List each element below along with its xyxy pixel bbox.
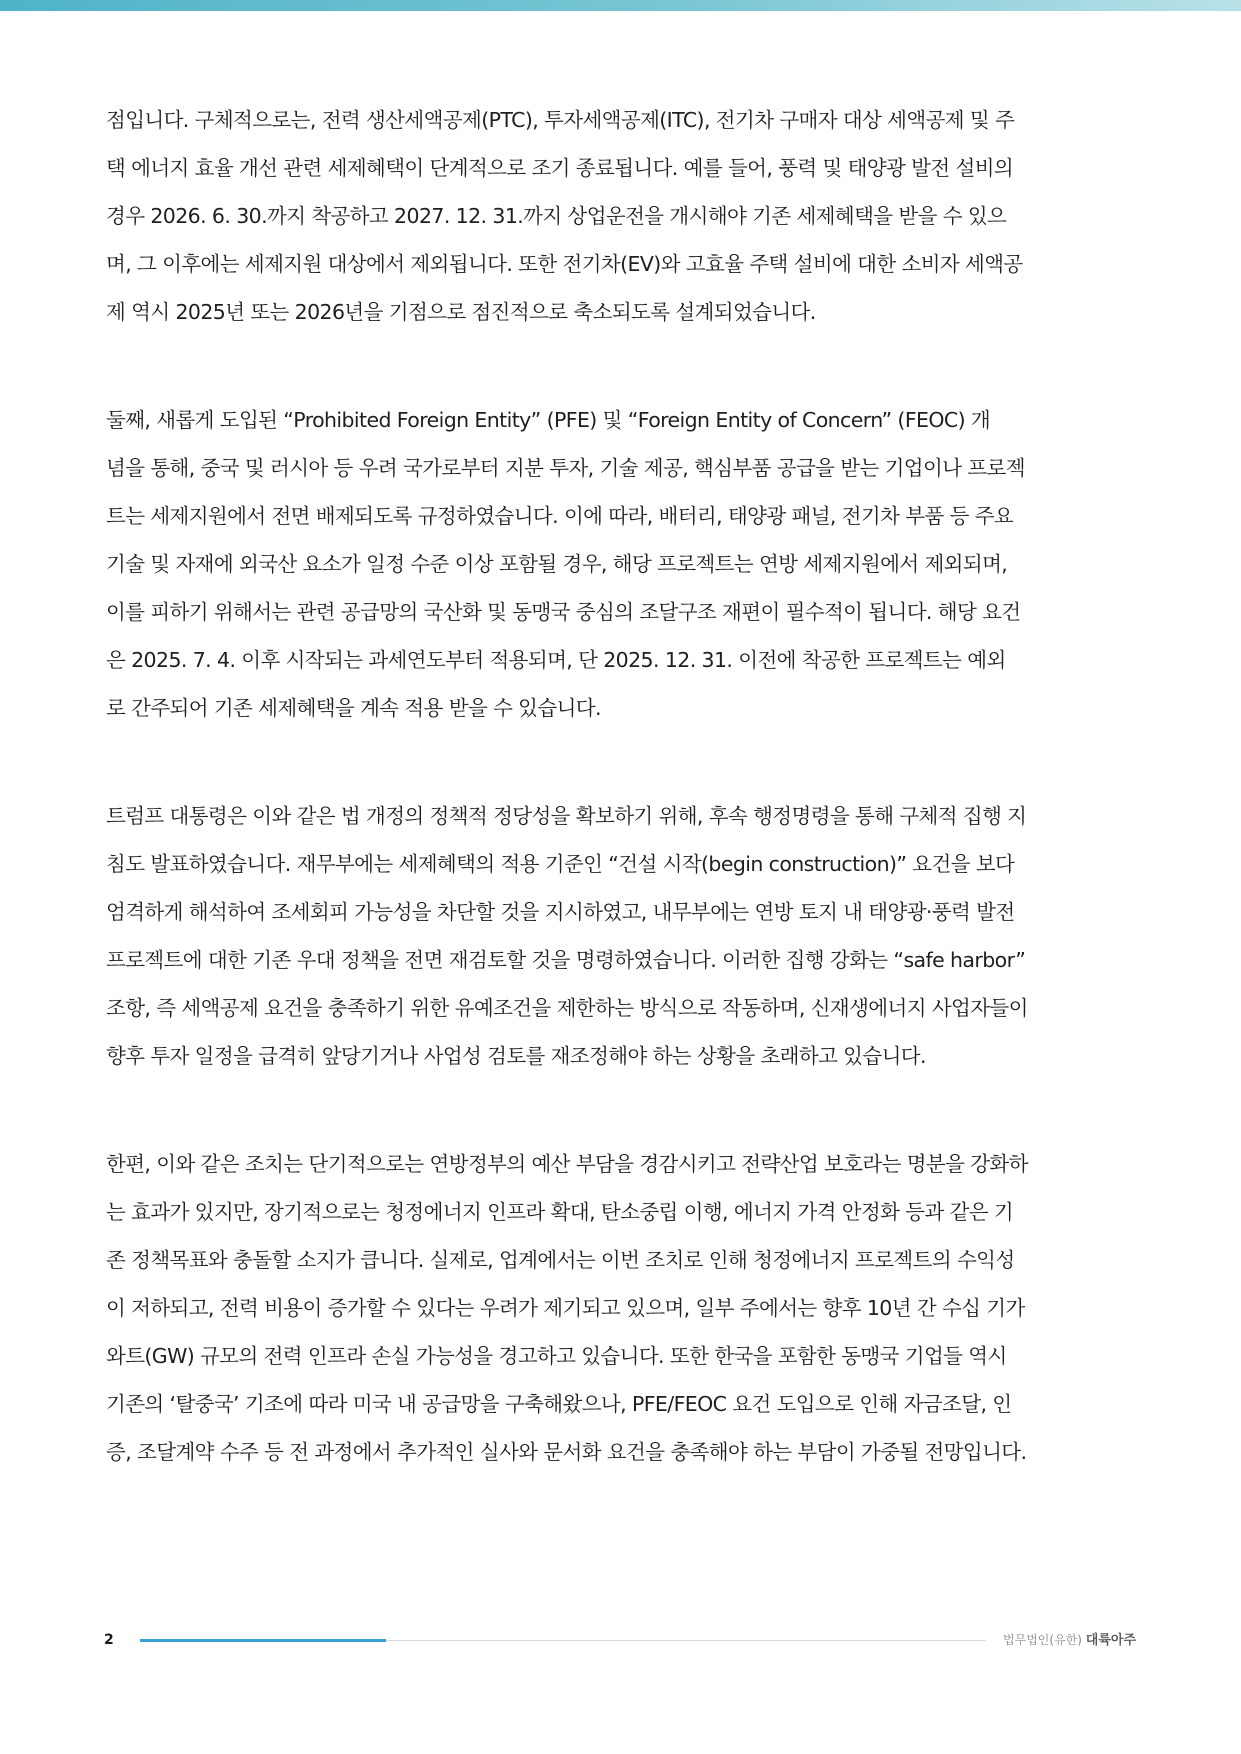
text-line: 조항, 즉 세액공제 요건을 충족하기 위한 유예조건을 제한하는 방식으로 작동하며, 신재생에너지 사업자들이: [106, 996, 1028, 1020]
text-line: 는 효과가 있지만, 장기적으로는 청정에너지 인프라 확대, 탄소중립 이행, 에너지 가격 안정화 등과 같은 기: [106, 1200, 1014, 1224]
text-line: 프로젝트에 대한 기존 우대 정책을 전면 재검토할 것을 명령하였습니다. 이러한 집행 강화는 “safe harbor”: [106, 948, 1026, 972]
page-footer: [104, 1628, 1136, 1652]
firm-prefix: 법무법인(유한): [1003, 1633, 1082, 1647]
paragraph-4: [106, 1140, 1135, 1476]
text-line: 증, 조달계약 수주 등 전 과정에서 추가적인 실사와 문서화 요건을 충족해야 하는 부담이 가중될 전망입니다.: [106, 1440, 1027, 1464]
text-line: 제 역시 2025년 또는 2026년을 기점으로 점진적으로 축소되도록 설계되었습니다.: [106, 300, 816, 324]
document-body: [106, 96, 1135, 1536]
text-line: 념을 통해, 중국 및 러시아 등 우려 국가로부터 지분 투자, 기술 제공, 핵심부품 공급을 받는 기업이나 프로젝: [106, 456, 1025, 480]
text-line: 트는 세제지원에서 전면 배제되도록 규정하였습니다. 이에 따라, 배터리, 태양광 패널, 전기차 부품 등 주요: [106, 504, 1014, 528]
text-line: 한편, 이와 같은 조치는 단기적으로는 연방정부의 예산 부담을 경감시키고 전략산업 보호라는 명분을 강화하: [106, 1152, 1028, 1176]
text-line: 침도 발표하였습니다. 재무부에는 세제혜택의 적용 기준인 “건설 시작(begin construction)” 요건을 보다: [106, 852, 1015, 876]
text-line: 이 저하되고, 전력 비용이 증가할 수 있다는 우려가 제기되고 있으며, 일부 주에서는 향후 10년 간 수십 기가: [106, 1296, 1025, 1320]
text-line: 이를 피하기 위해서는 관련 공급망의 국산화 및 동맹국 중심의 조달구조 재편이 필수적이 됩니다. 해당 요건: [106, 600, 1021, 624]
text-line: 며, 그 이후에는 세제지원 대상에서 제외됩니다. 또한 전기차(EV)와 고효율 주택 설비에 대한 소비자 세액공: [106, 252, 1023, 276]
text-line: 경우 2026. 6. 30.까지 착공하고 2027. 12. 31.까지 상업운전을 개시해야 기존 세제혜택을 받을 수 있으: [106, 204, 1007, 228]
text-line: 기존의 ‘탈중국’ 기조에 따라 미국 내 공급망을 구축해왔으나, PFE/FEOC 요건 도입으로 인해 자금조달, 인: [106, 1392, 1012, 1416]
text-line: 향후 투자 일정을 급격히 앞당기거나 사업성 검토를 재조정해야 하는 상황을 초래하고 있습니다.: [106, 1044, 926, 1068]
page-number: 2: [104, 1632, 114, 1648]
paragraph-3: [106, 792, 1135, 1080]
text-line: 둘째, 새롭게 도입된 “Prohibited Foreign Entity” (PFE) 및 “Foreign Entity of Concern” (FEOC) 개: [106, 408, 991, 432]
text-line: 와트(GW) 규모의 전력 인프라 손실 가능성을 경고하고 있습니다. 또한 한국을 포함한 동맹국 기업들 역시: [106, 1344, 1007, 1368]
text-line: 로 간주되어 기존 세제혜택을 계속 적용 받을 수 있습니다.: [106, 696, 601, 720]
text-line: 존 정책목표와 충돌할 소지가 큽니다. 실제로, 업계에서는 이번 조치로 인해 청정에너지 프로젝트의 수익성: [106, 1248, 1015, 1272]
paragraph-2: [106, 396, 1135, 732]
text-line: 점입니다. 구체적으로는, 전력 생산세액공제(PTC), 투자세액공제(ITC), 전기차 구매자 대상 세액공제 및 주: [106, 108, 1015, 132]
paragraph-1: [106, 96, 1135, 336]
firm-name: [1003, 1628, 1136, 1653]
top-accent-bar: [0, 0, 1241, 11]
footer-accent-line: [140, 1639, 386, 1642]
firm-brand: 대륙아주: [1085, 1633, 1136, 1648]
text-line: 택 에너지 효율 개선 관련 세제혜택이 단계적으로 조기 종료됩니다. 예를 들어, 풍력 및 태양광 발전 설비의: [106, 156, 1014, 180]
text-line: 엄격하게 해석하여 조세회피 가능성을 차단할 것을 지시하였고, 내무부에는 연방 토지 내 태양광·풍력 발전: [106, 900, 1015, 924]
text-line: 기술 및 자재에 외국산 요소가 일정 수준 이상 포함될 경우, 해당 프로젝트는 연방 세제지원에서 제외되며,: [106, 552, 1008, 576]
text-line: 은 2025. 7. 4. 이후 시작되는 과세연도부터 적용되며, 단 2025. 12. 31. 이전에 착공한 프로젝트는 예외: [106, 648, 1006, 672]
text-line: 트럼프 대통령은 이와 같은 법 개정의 정책적 정당성을 확보하기 위해, 후속 행정명령을 통해 구체적 집행 지: [106, 804, 1027, 828]
